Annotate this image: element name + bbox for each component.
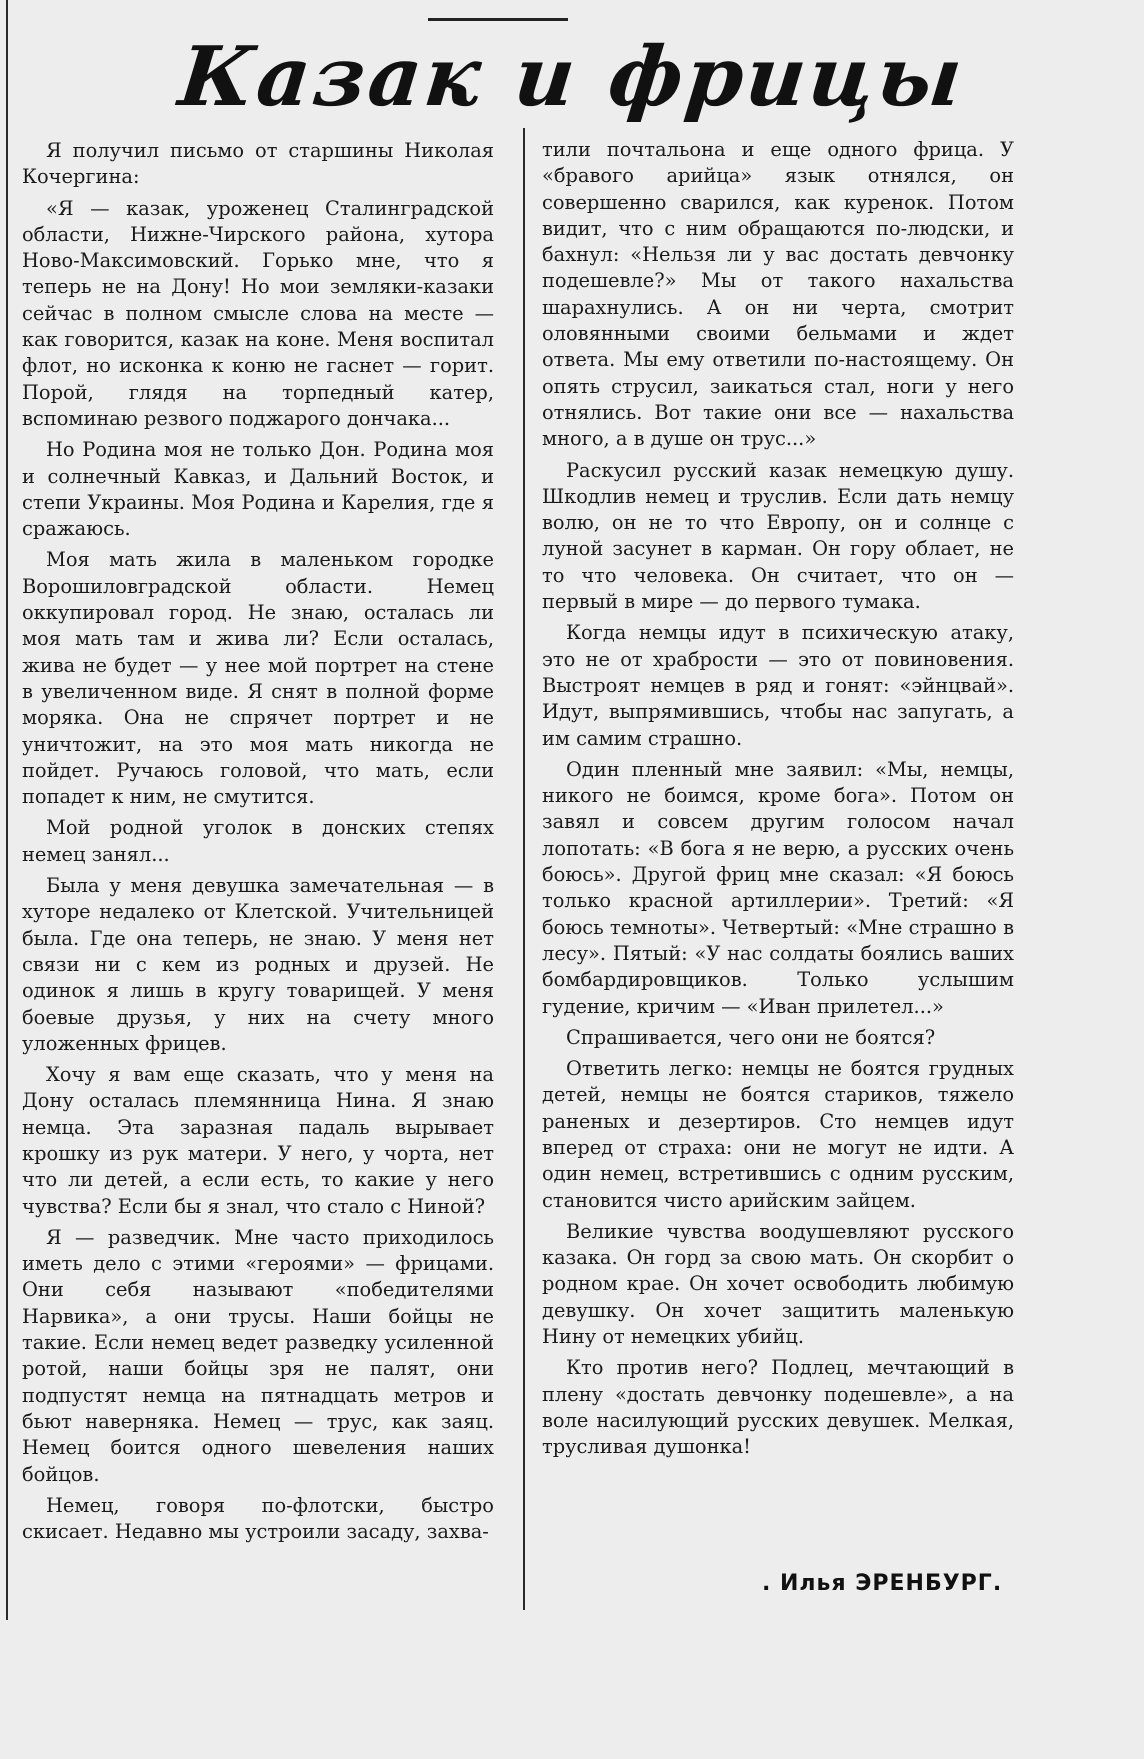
article-title: Казак и фрицы — [174, 29, 970, 125]
paragraph: Немец, говоря по-флотски, быстро скисает. Недавно мы устроили засаду, захва- — [22, 1493, 494, 1544]
paragraph: Раскусил русский казак немецкую душу. Шкодлив немец и труслив. Если дать немцу волю, он не то что Европу, он и солнце с луной засунет в карман. Он гору облает, не то что человека. Он считает, что он — первый в мире — до первого тумака. — [542, 458, 1014, 614]
paragraph: Моя мать жила в маленьком городке Ворошиловградской области. Немец оккупировал город. Не знаю, осталась ли моя мать там и жива ли? Если осталась, жива не будет — у нее мой портрет на стене в увеличенном виде. Я снят в полной форме моряка. Она не спрячет портрет и не уничтожит, на это моя мать никогда не пойдет. Ручаюсь головой, что мать, если попадет к ним, не смутится. — [22, 548, 494, 809]
left-column — [22, 138, 494, 1550]
paragraph: Но Родина моя не только Дон. Родина моя и солнечный Кавказ, и Дальний Восток, и степи Украины. Моя Родина и Карелия, где я сражаюсь. — [22, 438, 494, 541]
paragraph: Спрашивается, чего они не боятся? — [566, 1025, 936, 1049]
column-divider — [523, 128, 525, 1610]
paragraph: тили почтальона и еще одного фрица. У «бравого арийца» язык отнялся, он совершенно сварился, как куренок. Потом видит, что с ним обращаются по-людски, и бахнул: «Нельзя ли у вас достать девчонку подешевле?» Мы от такого нахальства шарахнулись. А он ни черта, смотрит оловянными своими бельмами и ждет ответа. Мы ему ответили по-настоящему. Он опять струсил, заикаться стал, ноги у него отнялись. Вот такие они все — нахальства много, а в душе он трус...» — [542, 138, 1014, 451]
paragraph: Ответить легко: немцы не боятся грудных детей, немцы не боятся стариков, тяжело раненых и дезертиров. Сто немцев идут вперед от страха: они не могут не идти. А один немец, встретившись с одним русским, становится чисто арийским зайцем. — [542, 1057, 1014, 1212]
paragraph: Хочу я вам еще сказать, что у меня на Дону осталась племянница Нина. Я знаю немца. Эта заразная падаль вырывает крошку из рук матери. У него, у чорта, нет что ли детей, а если есть, то какие у него чувства? Если бы я знал, что стало с Ниной? — [22, 1063, 494, 1218]
paragraph: Мой родной уголок в донских степях немец занял... — [22, 816, 494, 866]
author-signature: . Илья ЭРЕНБУРГ. — [762, 1571, 1003, 1596]
right-column — [542, 137, 1014, 1466]
left-margin-rule — [6, 0, 8, 1620]
paragraph: Я получил письмо от старшины Николая Кочергина: — [22, 139, 494, 189]
paragraph: Кто против него? Подлец, мечтающий в плену «достать девчонку подешевле», а на воле насилующий русских девушек. Мелкая, трусливая душонка! — [542, 1356, 1014, 1459]
paragraph: Когда немцы идут в психическую атаку, это не от храбрости — это от повиновения. Выстроят немцев в ряд и гонят: «эйнцвай». Идут, выпрямившись, чтобы нас запугать, а им самим страшно. — [542, 621, 1014, 750]
paragraph: Была у меня девушка замечательная — в хуторе недалеко от Клетской. Учительницей была. Где она теперь, не знаю. У меня нет связи ни с кем из родных и друзей. Не одинок я лишь в кругу товарищей. У меня боевые друзья, у них на счету много уложенных фрицев. — [22, 874, 494, 1055]
header-rule — [428, 18, 568, 21]
paragraph: Один пленный мне заявил: «Мы, немцы, никого не боимся, кроме бога». Потом он завял и совсем другим голосом начал лопотать: «В бога я не верю, а русских очень боюсь». Другой фриц мне сказал: «Я боюсь только красной артиллерии». Третий: «Я боюсь темноты». Четвертый: «Мне страшно в лесу». Пятый: «У нас солдаты боялись ваших бомбардировщиков. Только услышим гудение, кричим — «Иван прилетел...» — [542, 757, 1014, 1018]
paragraph: «Я — казак, уроженец Сталинградской области, Нижне-Чирского района, хутора Ново-Максимовский. Горько мне, что я теперь не на Дону! Но мои земляки-казаки сейчас в полном смысле слова на месте — как говорится, казак на коне. Меня воспитал флот, но исконка к коню не гаснет — горит. Порой, глядя на торпедный катер, вспоминаю резвого поджарого дончака... — [22, 196, 494, 430]
paragraph: Я — разведчик. Мне часто приходилось иметь дело с этими «героями» — фрицами. Они себя называют «победителями Нарвика», а они трусы. Наши бойцы не такие. Если немец ведет разведку усиленной ротой, наши бойцы зря не палят, они подпустят немца на пятнадцать метров и бьют наверняка. Немец — трус, как заяц. Немец боится одного шевеления наших бойцов. — [22, 1225, 494, 1486]
paragraph: Великие чувства воодушевляют русского казака. Он горд за свою мать. Он скорбит о родном крае. Он хочет освободить любимую девушку. Он хочет защитить маленькую Нину от немецких убийц. — [542, 1219, 1014, 1349]
